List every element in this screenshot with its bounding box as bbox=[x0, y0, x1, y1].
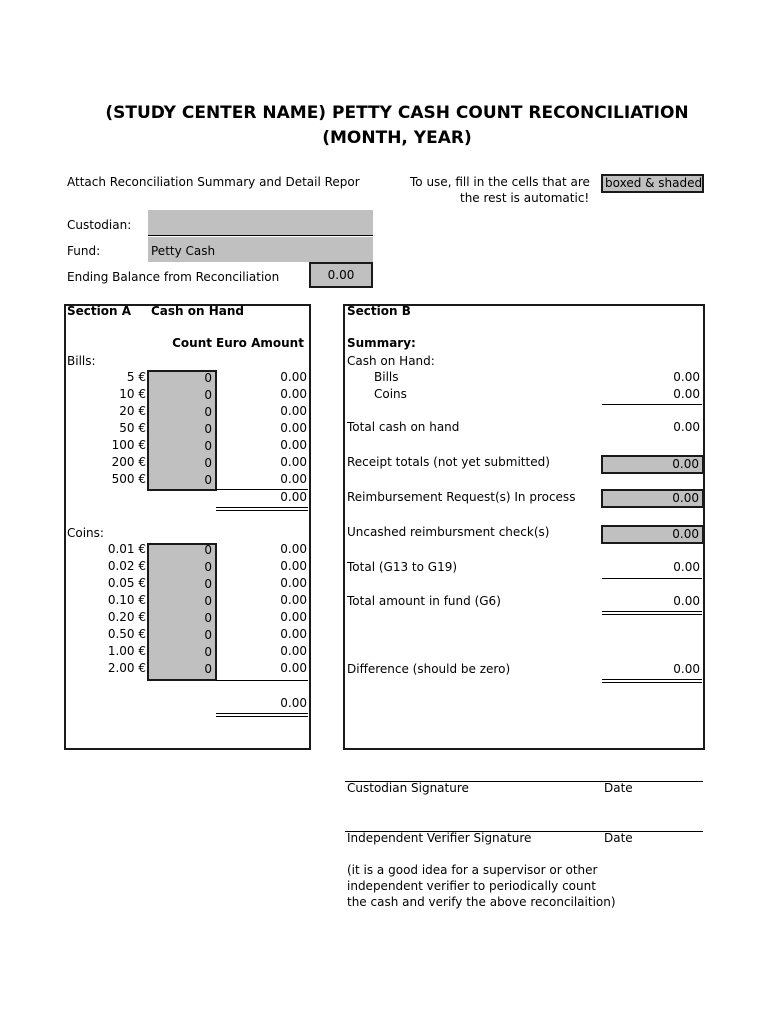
euro-amount-value: 0.00 bbox=[280, 542, 307, 556]
count-input[interactable]: 0 bbox=[204, 611, 212, 625]
custodian-signature-label: Custodian Signature bbox=[347, 781, 469, 795]
usage-instruction: To use, fill in the cells that are bbox=[410, 175, 590, 189]
total-cash-label: Total cash on hand bbox=[347, 420, 460, 434]
euro-amount-value: 0.00 bbox=[280, 421, 307, 435]
usage-instruction-line2: the rest is automatic! bbox=[460, 191, 590, 205]
difference-double-line bbox=[602, 679, 702, 683]
count-input[interactable]: 0 bbox=[204, 439, 212, 453]
euro-amount-value: 0.00 bbox=[280, 627, 307, 641]
fund-total-value: 0.00 bbox=[673, 594, 700, 608]
euro-amount-value: 0.00 bbox=[280, 661, 307, 675]
denomination-label: 200 € bbox=[111, 455, 146, 469]
euro-amount-value: 0.00 bbox=[280, 387, 307, 401]
euro-amount-value: 0.00 bbox=[280, 644, 307, 658]
count-input[interactable]: 0 bbox=[204, 577, 212, 591]
denomination-label: 0.05 € bbox=[107, 576, 146, 590]
fund-total-label: Total amount in fund (G6) bbox=[347, 594, 501, 608]
note-line-1: (it is a good idea for a supervisor or other bbox=[347, 863, 598, 877]
summary-coins-value: 0.00 bbox=[673, 387, 700, 401]
count-header: Count bbox=[172, 336, 212, 350]
ending-balance-field[interactable]: 0.00 bbox=[309, 262, 373, 288]
section-a-title: Section A bbox=[67, 304, 131, 318]
custodian-date-label: Date bbox=[604, 781, 633, 795]
denomination-label: 0.01 € bbox=[107, 542, 146, 556]
denomination-label: 5 € bbox=[126, 370, 146, 384]
verifier-date-label: Date bbox=[604, 831, 633, 845]
denomination-label: 2.00 € bbox=[107, 661, 146, 675]
ending-balance-label: Ending Balance from Reconciliation bbox=[67, 270, 280, 284]
cash-subtotal-line bbox=[602, 404, 702, 405]
total-line bbox=[602, 578, 702, 579]
count-input[interactable]: 0 bbox=[204, 473, 212, 487]
section-a-subtitle: Cash on Hand bbox=[151, 304, 245, 318]
count-input[interactable]: 0 bbox=[204, 560, 212, 574]
title-line-2: (MONTH, YEAR) bbox=[322, 128, 472, 148]
euro-amount-value: 0.00 bbox=[280, 404, 307, 418]
uncashed-checks-label: Uncashed reimbursment check(s) bbox=[347, 525, 550, 539]
euro-amount-header: Euro Amount bbox=[216, 336, 304, 350]
title-line-1: (STUDY CENTER NAME) PETTY CASH COUNT RECONCILIATION bbox=[105, 103, 689, 123]
bills-label: Bills: bbox=[67, 354, 96, 368]
receipt-totals-label: Receipt totals (not yet submitted) bbox=[347, 455, 550, 469]
denomination-label: 0.50 € bbox=[107, 627, 146, 641]
total-cash-value: 0.00 bbox=[673, 420, 700, 434]
coins-total: 0.00 bbox=[280, 696, 307, 710]
verifier-signature-label: Independent Verifier Signature bbox=[347, 831, 532, 845]
attach-instruction: Attach Reconciliation Summary and Detail Repor bbox=[67, 175, 360, 189]
denomination-label: 100 € bbox=[111, 438, 146, 452]
denomination-label: 500 € bbox=[111, 472, 146, 486]
euro-amount-value: 0.00 bbox=[280, 576, 307, 590]
receipt-totals-field[interactable]: 0.00 bbox=[601, 455, 704, 474]
count-input[interactable]: 0 bbox=[204, 662, 212, 676]
denomination-label: 0.10 € bbox=[107, 593, 146, 607]
summary-coins-label: Coins bbox=[374, 387, 407, 401]
coins-subtotal-line bbox=[216, 680, 308, 681]
count-input[interactable]: 0 bbox=[204, 405, 212, 419]
page-title bbox=[0, 101, 768, 151]
note-line-3: the cash and verify the above reconcilaition) bbox=[347, 895, 616, 909]
difference-label: Difference (should be zero) bbox=[347, 662, 511, 676]
reimbursement-field[interactable]: 0.00 bbox=[601, 489, 704, 508]
denomination-label: 0.02 € bbox=[107, 559, 146, 573]
summary-bills-label: Bills bbox=[374, 370, 399, 384]
euro-amount-value: 0.00 bbox=[280, 455, 307, 469]
summary-label: Summary: bbox=[347, 336, 416, 350]
count-input[interactable]: 0 bbox=[204, 371, 212, 385]
count-input[interactable]: 0 bbox=[204, 456, 212, 470]
coins-total-double-line bbox=[216, 713, 308, 717]
fund-label: Fund: bbox=[67, 244, 101, 258]
euro-amount-value: 0.00 bbox=[280, 610, 307, 624]
denomination-label: 1.00 € bbox=[107, 644, 146, 658]
reimbursement-label: Reimbursement Request(s) In process bbox=[347, 490, 576, 504]
cash-on-hand-label: Cash on Hand: bbox=[347, 354, 435, 368]
fund-total-double-line bbox=[602, 611, 702, 615]
euro-amount-value: 0.00 bbox=[280, 370, 307, 384]
custodian-label: Custodian: bbox=[67, 218, 132, 232]
count-input[interactable]: 0 bbox=[204, 388, 212, 402]
boxed-shaded-sample: boxed & shaded bbox=[601, 174, 704, 193]
euro-amount-value: 0.00 bbox=[280, 472, 307, 486]
difference-value: 0.00 bbox=[673, 662, 700, 676]
count-input[interactable]: 0 bbox=[204, 594, 212, 608]
count-input[interactable]: 0 bbox=[204, 628, 212, 642]
section-b-title: Section B bbox=[347, 304, 411, 318]
count-input[interactable]: 0 bbox=[204, 645, 212, 659]
euro-amount-value: 0.00 bbox=[280, 438, 307, 452]
coins-label: Coins: bbox=[67, 526, 104, 540]
total-g13-g19-label: Total (G13 to G19) bbox=[347, 560, 458, 574]
count-input[interactable]: 0 bbox=[204, 543, 212, 557]
uncashed-checks-field[interactable]: 0.00 bbox=[601, 525, 704, 544]
denomination-label: 50 € bbox=[119, 421, 146, 435]
count-input[interactable]: 0 bbox=[204, 422, 212, 436]
denomination-label: 10 € bbox=[119, 387, 146, 401]
fund-field[interactable]: Petty Cash bbox=[148, 237, 373, 262]
euro-amount-value: 0.00 bbox=[280, 593, 307, 607]
bills-total-double-line bbox=[216, 507, 308, 511]
note-line-2: independent verifier to periodically count bbox=[347, 879, 596, 893]
custodian-field[interactable] bbox=[148, 210, 373, 236]
bills-total: 0.00 bbox=[280, 490, 307, 504]
summary-bills-value: 0.00 bbox=[673, 370, 700, 384]
euro-amount-value: 0.00 bbox=[280, 559, 307, 573]
denomination-label: 20 € bbox=[119, 404, 146, 418]
total-g13-g19-value: 0.00 bbox=[673, 560, 700, 574]
denomination-label: 0.20 € bbox=[107, 610, 146, 624]
